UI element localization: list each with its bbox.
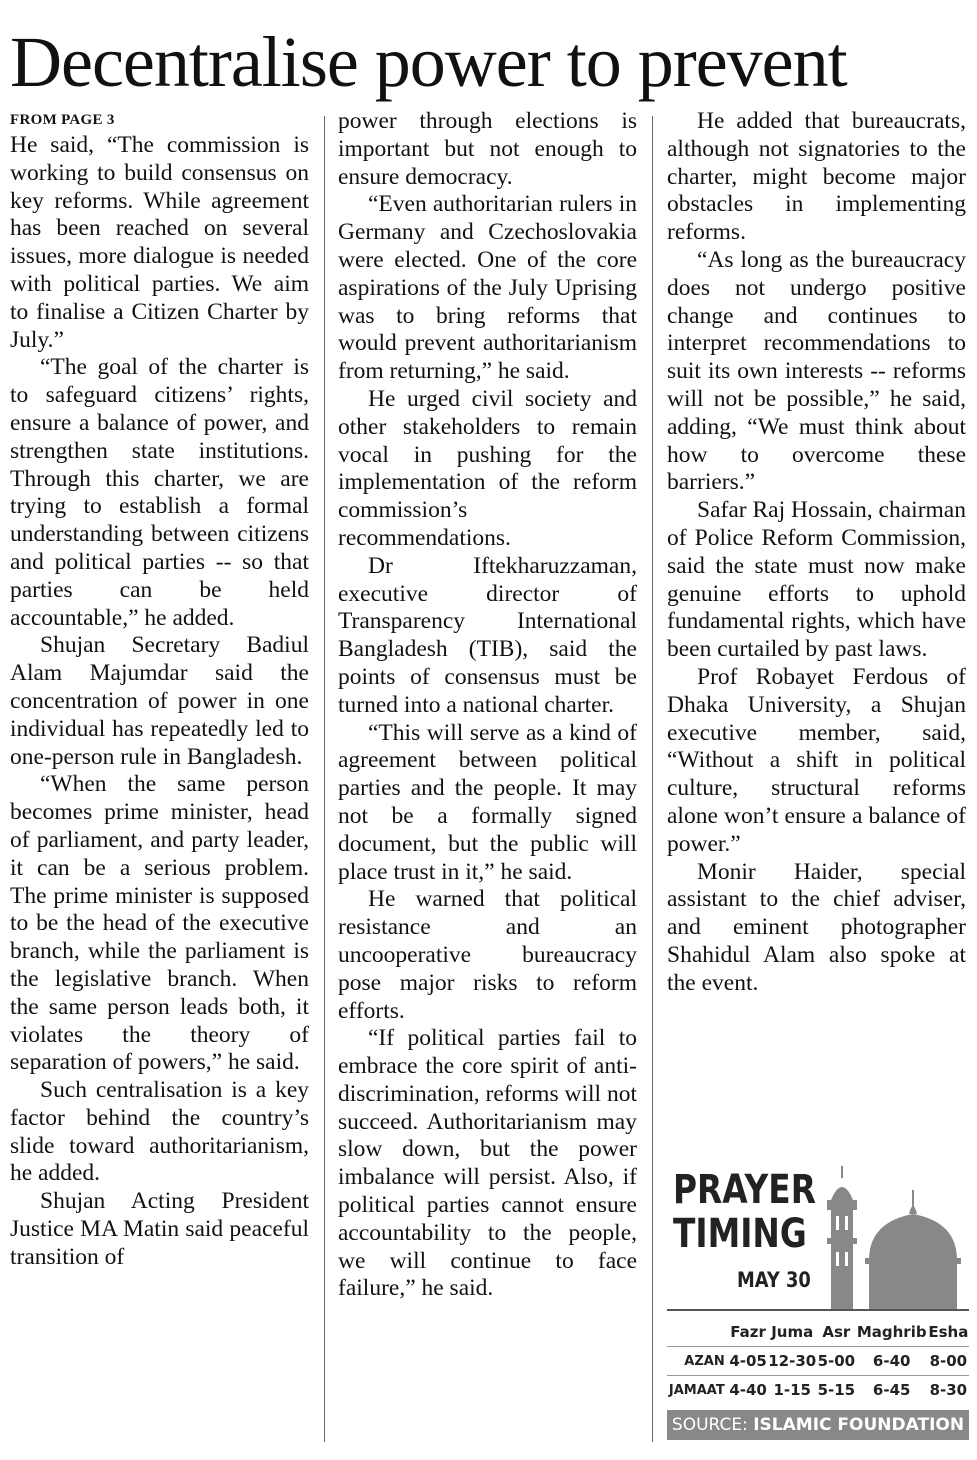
paragraph: “Even authoritarian rulers in Germany and Czechoslovakia were elected. One of the core aspirations of the July Uprising was to bring reforms that would prevent authoritarianism from returning,” he said. bbox=[338, 191, 637, 385]
headline: Decentralise power to prevent bbox=[10, 22, 847, 102]
table-cell: 6-40 bbox=[856, 1347, 928, 1376]
paragraph: power through elections is important but not enough to ensure democracy. bbox=[338, 108, 637, 190]
column-header bbox=[667, 1318, 729, 1347]
paragraph: Shujan Acting President Justice MA Matin said peaceful transition of bbox=[10, 1188, 309, 1270]
article-column-1 bbox=[10, 108, 309, 1272]
column-divider bbox=[652, 116, 653, 1442]
paragraph: “The goal of the charter is to safeguard citizens’ rights, ensure a balance of power, and strengthen state institutions. Through this charter, we are trying to establish a formal understanding between citizens and political parties -- so that parties can be held accountable,” he added. bbox=[10, 354, 309, 631]
table-cell: 5-00 bbox=[817, 1347, 856, 1376]
table-cell: 6-45 bbox=[856, 1376, 928, 1405]
mosque-icon bbox=[817, 1160, 969, 1310]
paragraph: Safar Raj Hossain, chairman of Police Reform Commission, said the state must now make genuine efforts to uphold fundamental rights, which have been curtailed by past laws. bbox=[667, 497, 966, 663]
paragraph: Monir Haider, special assistant to the chief adviser, and eminent photographer Shahidul Alam also spoke at the event. bbox=[667, 858, 966, 996]
paragraph: Shujan Secretary Badiul Alam Majumdar said the concentration of power in one individual has repeatedly led to one-person rule in Bangladesh. bbox=[10, 632, 309, 770]
paragraph: He warned that political resistance and an uncooperative bureaucracy pose major risks to reform efforts. bbox=[338, 886, 637, 1024]
prayer-title-line-1: PRAYER bbox=[673, 1167, 816, 1213]
prayer-date: MAY 30 bbox=[737, 1268, 811, 1292]
paragraph: He said, “The commission is working to build consensus on key reforms. While agreement has been reached on several issues, more dialogue is needed with political parties. We aim to finalise a Citizen Charter by July.” bbox=[10, 132, 309, 353]
prayer-source bbox=[667, 1410, 969, 1440]
table-row bbox=[667, 1376, 969, 1405]
column-header: Maghrib bbox=[856, 1323, 927, 1341]
paragraph: “When the same person becomes prime minister, head of parliament, and party leader, it can be a serious problem. The prime minister is supposed to be the head of the executive branch, while the parliament is the legislative branch. When the same person leads both, it violates the theory of separation of powers,” he said. bbox=[10, 771, 309, 1076]
table-cell: 8-00 bbox=[928, 1347, 969, 1376]
table-cell: 12-30 bbox=[767, 1347, 817, 1376]
column-header: Fazr bbox=[730, 1323, 766, 1341]
table-cell: 1-15 bbox=[767, 1376, 817, 1405]
prayer-times-table bbox=[667, 1318, 969, 1404]
paragraph: “This will serve as a kind of agreement between political parties and the people. It may not be a formally signed document, but the public will place trust in it,” he said. bbox=[338, 719, 637, 885]
prayer-timing-title bbox=[673, 1168, 816, 1256]
column-header: Asr bbox=[822, 1323, 851, 1341]
table-row bbox=[667, 1347, 969, 1376]
column-divider bbox=[324, 116, 325, 1442]
paragraph: Such centralisation is a key factor behind the country’s slide toward authoritarianism, he added. bbox=[10, 1077, 309, 1187]
table-cell: 4-05 bbox=[729, 1347, 768, 1376]
paragraph: Dr Iftekharuzzaman, executive director of Transparency International Bangladesh (TIB), said the points of consensus must be turned into a national charter. bbox=[338, 552, 637, 718]
paragraph: “If political parties fail to embrace the core spirit of anti-discrimination, reforms will not succeed. Authoritarianism may slow down, but the power imbalance will persist. Also, if political parties cannot ensure accountability to the people, we will continue to face failure,” he said. bbox=[338, 1025, 637, 1302]
row-label: JAMAAT bbox=[667, 1376, 729, 1405]
paragraph: “As long as the bureaucracy does not undergo positive change and continues to interpret recommendations to suit its own interests -- reforms will not be possible,” he said, adding, “We must think about how to overcome these barriers.” bbox=[667, 246, 966, 496]
table-cell: 4-40 bbox=[729, 1376, 768, 1405]
row-label: AZAN bbox=[667, 1347, 729, 1376]
article-column-3 bbox=[667, 108, 966, 998]
paragraph: Prof Robayet Ferdous of Dhaka University, a Shujan executive member, said, “Without a shift in political culture, structural reforms alone won’t ensure a balance of power.” bbox=[667, 663, 966, 857]
column-header: Juma bbox=[771, 1323, 814, 1341]
article-column-2 bbox=[338, 108, 637, 1303]
paragraph: He added that bureaucrats, although not signatories to the charter, might become major obstacles in implementing reforms. bbox=[667, 108, 966, 246]
continued-from-label: FROM PAGE 3 bbox=[10, 112, 115, 128]
prayer-divider bbox=[667, 1309, 969, 1311]
prayer-title-line-2: TIMING bbox=[673, 1211, 807, 1257]
column-header: Esha bbox=[928, 1323, 969, 1341]
prayer-timing-box bbox=[667, 1160, 969, 1442]
source-name: ISLAMIC FOUNDATION bbox=[753, 1415, 965, 1435]
paragraph: He urged civil society and other stakeholders to remain vocal in pushing for the implementation of the reform commission’s recommendations. bbox=[338, 385, 637, 551]
table-cell: 8-30 bbox=[928, 1376, 969, 1405]
table-cell: 5-15 bbox=[817, 1376, 856, 1405]
source-label: SOURCE: bbox=[671, 1415, 748, 1435]
table-header-row bbox=[667, 1318, 969, 1347]
